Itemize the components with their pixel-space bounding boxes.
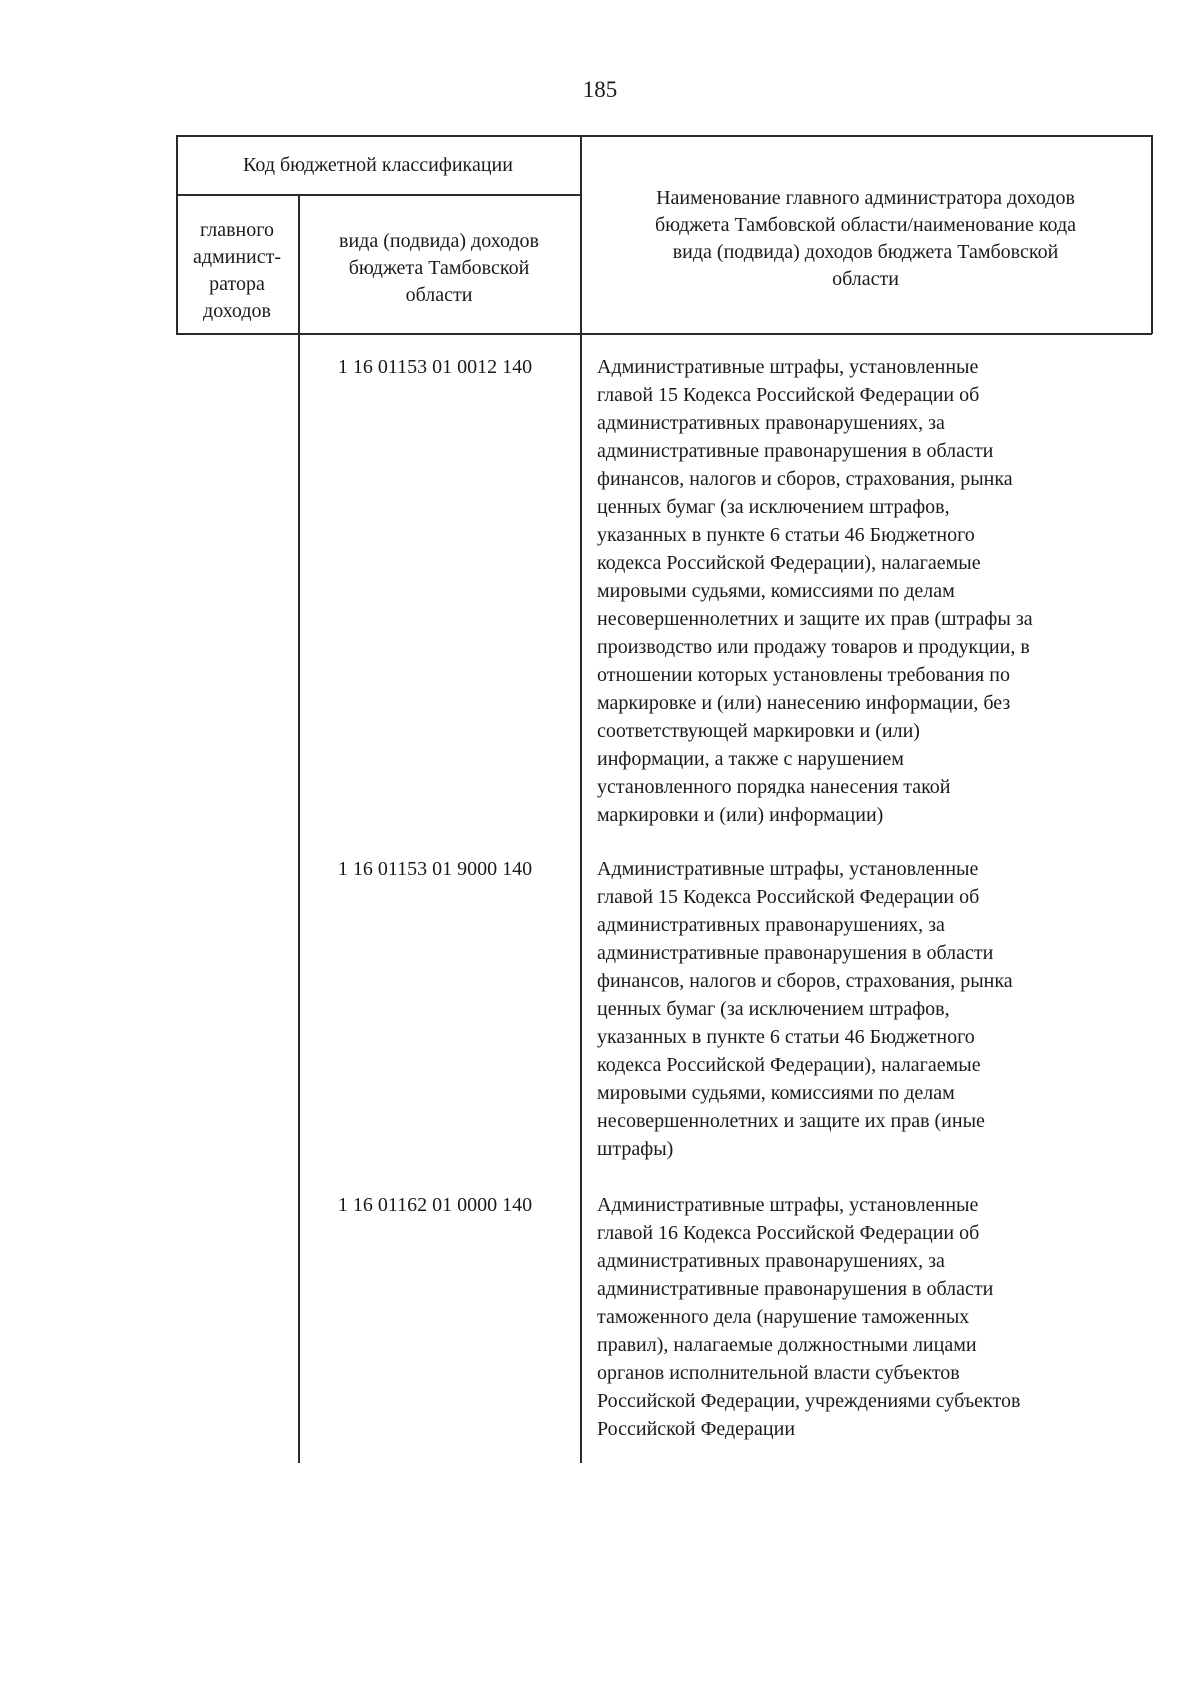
description-line: указанных в пункте 6 статьи 46 Бюджетного xyxy=(597,524,975,546)
header-code-line: вида (подвида) доходов xyxy=(339,230,539,252)
description-line: ценных бумаг (за исключением штрафов, xyxy=(597,496,950,518)
header-name-line: области xyxy=(832,268,899,290)
description-line: отношении которых установлены требования по xyxy=(597,664,1010,686)
description-line: несовершеннолетних и защите их прав (иные xyxy=(597,1110,985,1132)
header-code-line: бюджета Тамбовской xyxy=(348,257,530,279)
description-line: Административные штрафы, установленные xyxy=(597,1194,979,1216)
header-admin-line: админист- xyxy=(192,246,282,268)
revenue-description xyxy=(597,353,1157,829)
description-line: Административные штрафы, установленные xyxy=(597,356,979,378)
header-code-line: области xyxy=(405,284,473,306)
description-line: административные правонарушения в области xyxy=(597,440,994,462)
header-admin-column xyxy=(176,217,298,325)
description-line: административные правонарушения в области xyxy=(597,1278,994,1300)
header-name-line: бюджета Тамбовской области/наименование кода xyxy=(654,214,1077,236)
revenue-description xyxy=(597,1191,1157,1443)
description-line: органов исполнительной власти субъектов xyxy=(597,1362,960,1384)
description-line: Российской Федерации xyxy=(597,1418,796,1440)
table-right-border xyxy=(1151,135,1153,334)
description-line: кодекса Российской Федерации), налагаемые xyxy=(597,1054,981,1076)
description-line: установленного порядка нанесения такой xyxy=(597,776,951,798)
description-line: главой 15 Кодекса Российской Федерации об xyxy=(597,886,980,908)
description-line: маркировки и (или) информации) xyxy=(597,804,884,826)
revenue-code: 1 16 01162 01 0000 140 xyxy=(337,1194,533,1216)
header-admin-line: доходов xyxy=(203,300,271,322)
description-line: информации, а также с нарушением xyxy=(597,748,904,770)
header-admin-line: главного xyxy=(200,219,274,241)
description-line: Административные штрафы, установленные xyxy=(597,858,979,880)
description-line: административные правонарушения в области xyxy=(597,942,994,964)
description-line: административных правонарушениях, за xyxy=(597,412,945,434)
description-line: административных правонарушениях, за xyxy=(597,1250,945,1272)
header-code-column xyxy=(298,228,580,309)
description-line: мировыми судьями, комиссиями по делам xyxy=(597,1082,955,1104)
code-name-divider xyxy=(580,135,582,1463)
revenue-code: 1 16 01153 01 0012 140 xyxy=(337,356,533,378)
description-line: ценных бумаг (за исключением штрафов, xyxy=(597,998,950,1020)
description-line: таможенного дела (нарушение таможенных xyxy=(597,1306,970,1328)
description-line: Российской Федерации, учреждениями субъектов xyxy=(597,1390,1021,1412)
description-line: маркировке и (или) нанесению информации, без xyxy=(597,692,1011,714)
description-line: административных правонарушениях, за xyxy=(597,914,945,936)
description-line: производство или продажу товаров и продукции, в xyxy=(597,636,1030,658)
header-name-column xyxy=(580,185,1151,293)
description-line: соответствующей маркировки и (или) xyxy=(597,720,920,742)
group-title-divider xyxy=(176,194,580,196)
header-bottom-border xyxy=(176,333,1152,335)
description-line: указанных в пункте 6 статьи 46 Бюджетного xyxy=(597,1026,975,1048)
revenue-code: 1 16 01153 01 9000 140 xyxy=(337,858,533,880)
description-line: главой 16 Кодекса Российской Федерации об xyxy=(597,1222,980,1244)
header-group-title: Код бюджетной классификации xyxy=(243,154,513,176)
description-line: финансов, налогов и сборов, страхования, рынка xyxy=(597,970,1013,992)
revenue-description xyxy=(597,855,1157,1163)
description-line: несовершеннолетних и защите их прав (штрафы за xyxy=(597,608,1033,630)
description-line: штрафы) xyxy=(597,1138,674,1160)
description-line: мировыми судьями, комиссиями по делам xyxy=(597,580,955,602)
page-number: 185 xyxy=(582,77,618,102)
table-top-border xyxy=(176,135,1152,137)
description-line: главой 15 Кодекса Российской Федерации об xyxy=(597,384,980,406)
admin-code-divider xyxy=(298,194,300,1463)
header-name-line: вида (подвида) доходов бюджета Тамбовской xyxy=(672,241,1059,263)
description-line: финансов, налогов и сборов, страхования, рынка xyxy=(597,468,1013,490)
description-line: кодекса Российской Федерации), налагаемые xyxy=(597,552,981,574)
header-admin-line: ратора xyxy=(209,273,265,295)
header-name-line: Наименование главного администратора доходов xyxy=(656,187,1075,209)
description-line: правил), налагаемые должностными лицами xyxy=(597,1334,977,1356)
